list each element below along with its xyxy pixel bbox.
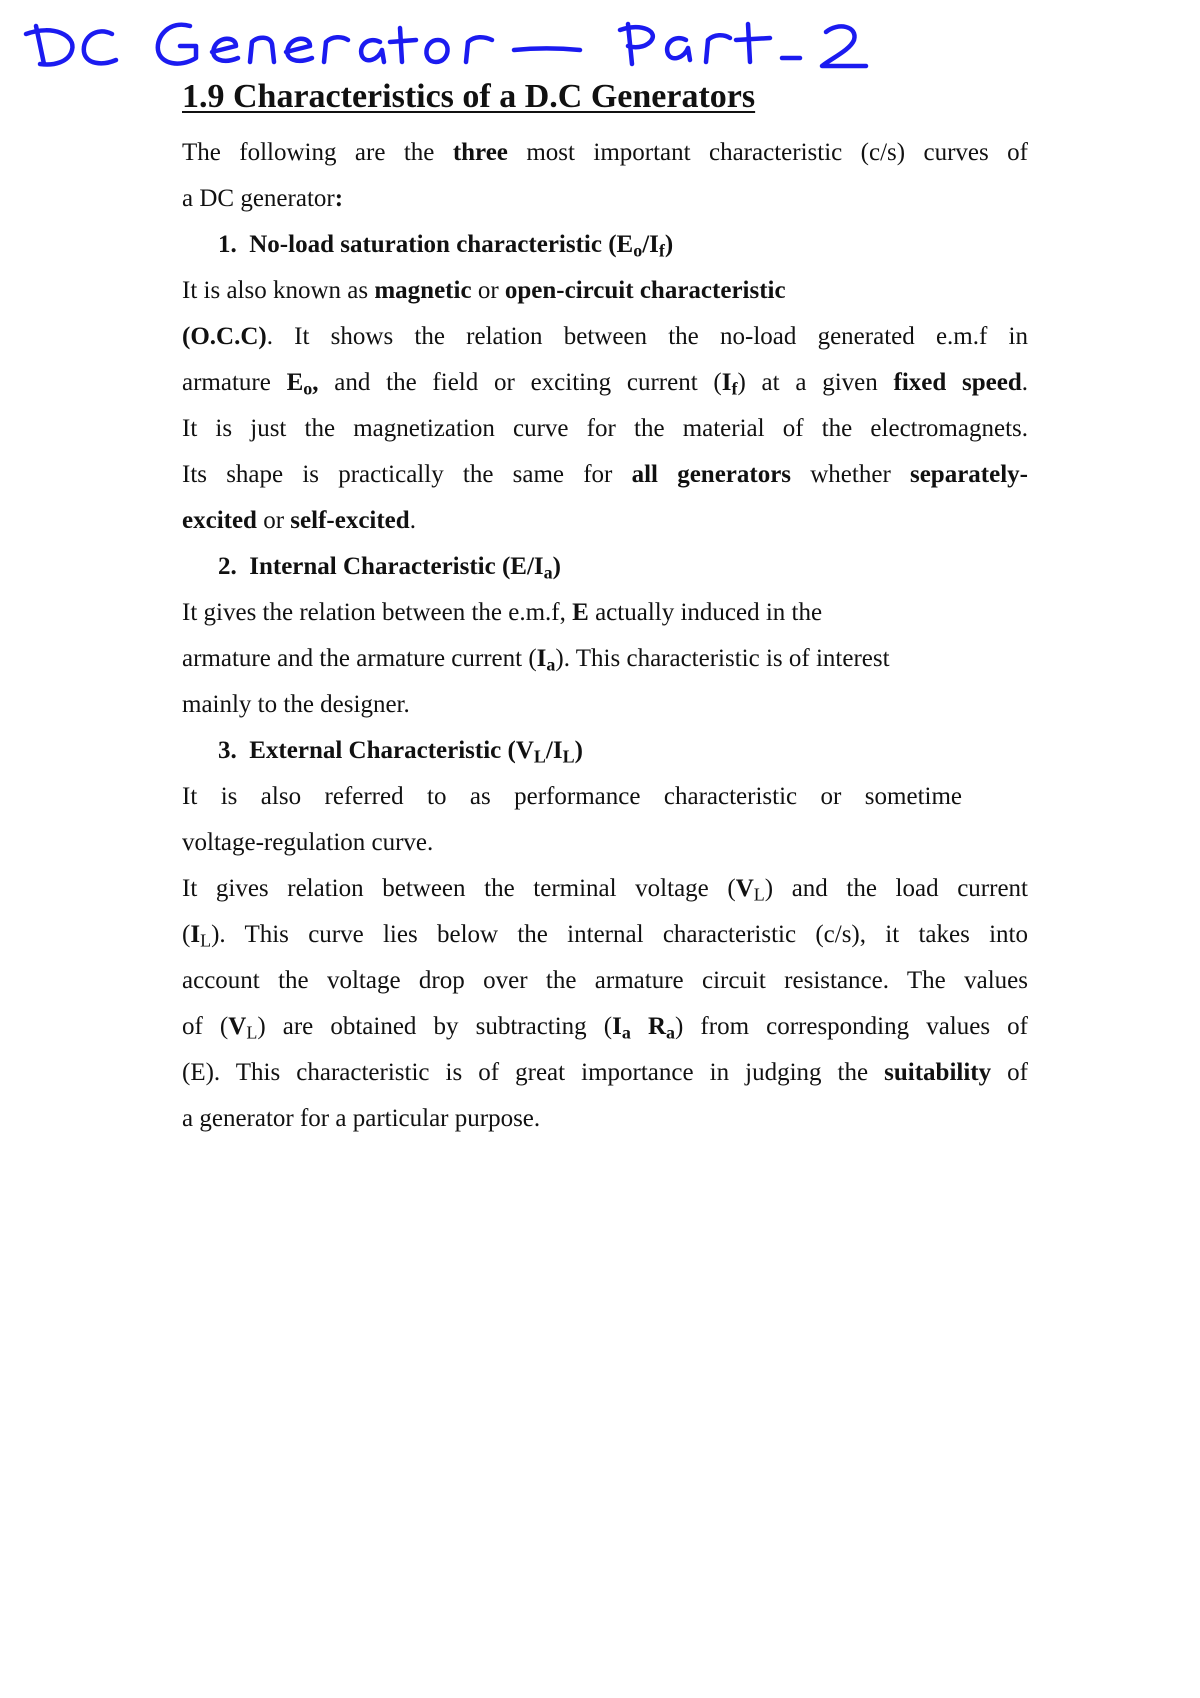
text <box>631 1013 648 1040</box>
text: of <box>991 1059 1028 1086</box>
item2-line-2 <box>182 636 1028 682</box>
intro-text: most important characteristic (c/s) curves of <box>507 139 1028 166</box>
item3-line-8: a generator for a particular purpose. <box>182 1105 541 1132</box>
item3-line-6 <box>182 1004 1028 1050</box>
item-heading-2 <box>182 544 1028 590</box>
text: and the field or exciting current ( <box>318 369 722 396</box>
subscript: o <box>633 240 643 261</box>
item1-line-4: It is just the magnetization curve for the material of the electromagnets. <box>182 415 1028 442</box>
text: actually induced in the <box>588 599 823 626</box>
bold-term: E <box>572 599 589 626</box>
text: whether <box>791 461 910 488</box>
bold-term: I <box>721 369 732 396</box>
text: ) from corresponding values of <box>675 1013 1028 1040</box>
subscript: o <box>303 378 313 399</box>
text: or <box>471 277 505 304</box>
text: armature and the armature current ( <box>182 645 537 672</box>
item-title: No-load saturation characteristic (E <box>249 231 634 258</box>
bold-term: all generators <box>631 461 792 488</box>
section-content <box>182 78 1028 1142</box>
text: ). This curve lies below the internal characteristic (c/s), it takes into <box>211 921 1028 948</box>
handwritten-title-drawing <box>14 6 914 76</box>
subscript: L <box>533 746 546 767</box>
intro-bold-three: three <box>452 139 508 166</box>
item3-line-7 <box>182 1050 1028 1096</box>
text: Its shape is practically the same for <box>182 461 632 488</box>
item-number: 1. <box>218 231 237 258</box>
bold-term: excited <box>182 507 257 534</box>
text: It gives relation between the terminal voltage ( <box>182 875 736 902</box>
subscript: L <box>753 884 765 905</box>
bold-term: V <box>228 1013 247 1040</box>
item-title: Internal Characteristic (E/I <box>249 553 544 580</box>
item-title: ) <box>552 553 561 580</box>
item3-line-3 <box>182 866 1028 912</box>
intro-text: The following are the <box>182 139 453 166</box>
item-number: 2. <box>218 553 237 580</box>
text: of ( <box>182 1013 229 1040</box>
intro-text: a DC generator <box>182 185 335 212</box>
item1-line-6 <box>182 498 1028 544</box>
bold-term: magnetic <box>374 277 472 304</box>
text: It is also known as <box>182 277 375 304</box>
bold-term: V <box>735 875 754 902</box>
bold-term: E <box>286 369 304 396</box>
item-title: ) <box>574 737 583 764</box>
item2-line-3: mainly to the designer. <box>182 691 410 718</box>
item-title: /I <box>642 231 659 258</box>
bold-term: I <box>536 645 547 672</box>
subscript: a <box>546 654 556 675</box>
subscript: a <box>621 1022 631 1043</box>
item1-line-5 <box>182 452 1028 498</box>
item1-line-2 <box>182 314 1028 360</box>
text: . It shows the relation between the no-load generated e.m.f in <box>266 323 1028 350</box>
subscript: a <box>666 1022 675 1043</box>
item-number: 3. <box>218 737 237 764</box>
item-heading-3 <box>182 728 1028 774</box>
bold-term: I <box>190 921 201 948</box>
item3-line-4 <box>182 912 1028 958</box>
text: ) and the load current <box>764 875 1028 902</box>
item-title: ) <box>664 231 674 258</box>
bold-term: (O.C.C) <box>182 323 267 350</box>
intro-line-1 <box>182 130 1028 176</box>
text: ) at a given <box>737 369 894 396</box>
subscript: f <box>658 240 665 261</box>
item1-line-3 <box>182 360 1028 406</box>
text: . <box>1021 369 1029 396</box>
bold-term: I <box>612 1013 622 1040</box>
subscript: L <box>562 746 575 767</box>
item3-line-5: account the voltage drop over the armature circuit resistance. The values <box>182 967 1028 994</box>
item1-line-1 <box>182 268 1028 314</box>
text: or <box>256 507 291 534</box>
section-heading: 1.9 Characteristics of a D.C Generators <box>182 78 756 115</box>
text: It gives the relation between the e.m.f, <box>182 599 573 626</box>
handwritten-title <box>14 6 914 76</box>
item3-line-1: It is also referred to as performance characteristic or sometime <box>182 783 962 810</box>
intro-line-2 <box>182 176 1028 222</box>
text: ). This characteristic is of interest <box>555 645 890 672</box>
subscript: L <box>200 930 212 951</box>
bold-term: R <box>647 1013 666 1040</box>
bold-term: open-circuit characteristic <box>504 277 786 304</box>
text: (E). This characteristic is of great importance in judging the <box>182 1059 885 1086</box>
bold-term: separately- <box>909 461 1029 488</box>
item3-line-2: voltage-regulation curve. <box>182 829 434 856</box>
bold-term: suitability <box>884 1059 992 1086</box>
text: armature <box>182 369 287 396</box>
item-heading-1 <box>182 222 1028 268</box>
subscript: L <box>246 1022 258 1043</box>
intro-colon: : <box>334 185 344 212</box>
item-title: /I <box>545 737 563 764</box>
bold-term: self-excited <box>290 507 410 534</box>
text: ( <box>182 921 191 948</box>
bold-term: , <box>312 369 319 396</box>
text: ) are obtained by subtracting ( <box>257 1013 613 1040</box>
subscript: f <box>731 378 738 399</box>
item2-line-1 <box>182 590 1028 636</box>
bold-term: fixed speed <box>893 369 1022 396</box>
subscript: a <box>543 562 553 583</box>
text: . <box>409 507 416 534</box>
item-title: External Characteristic (V <box>249 737 534 764</box>
